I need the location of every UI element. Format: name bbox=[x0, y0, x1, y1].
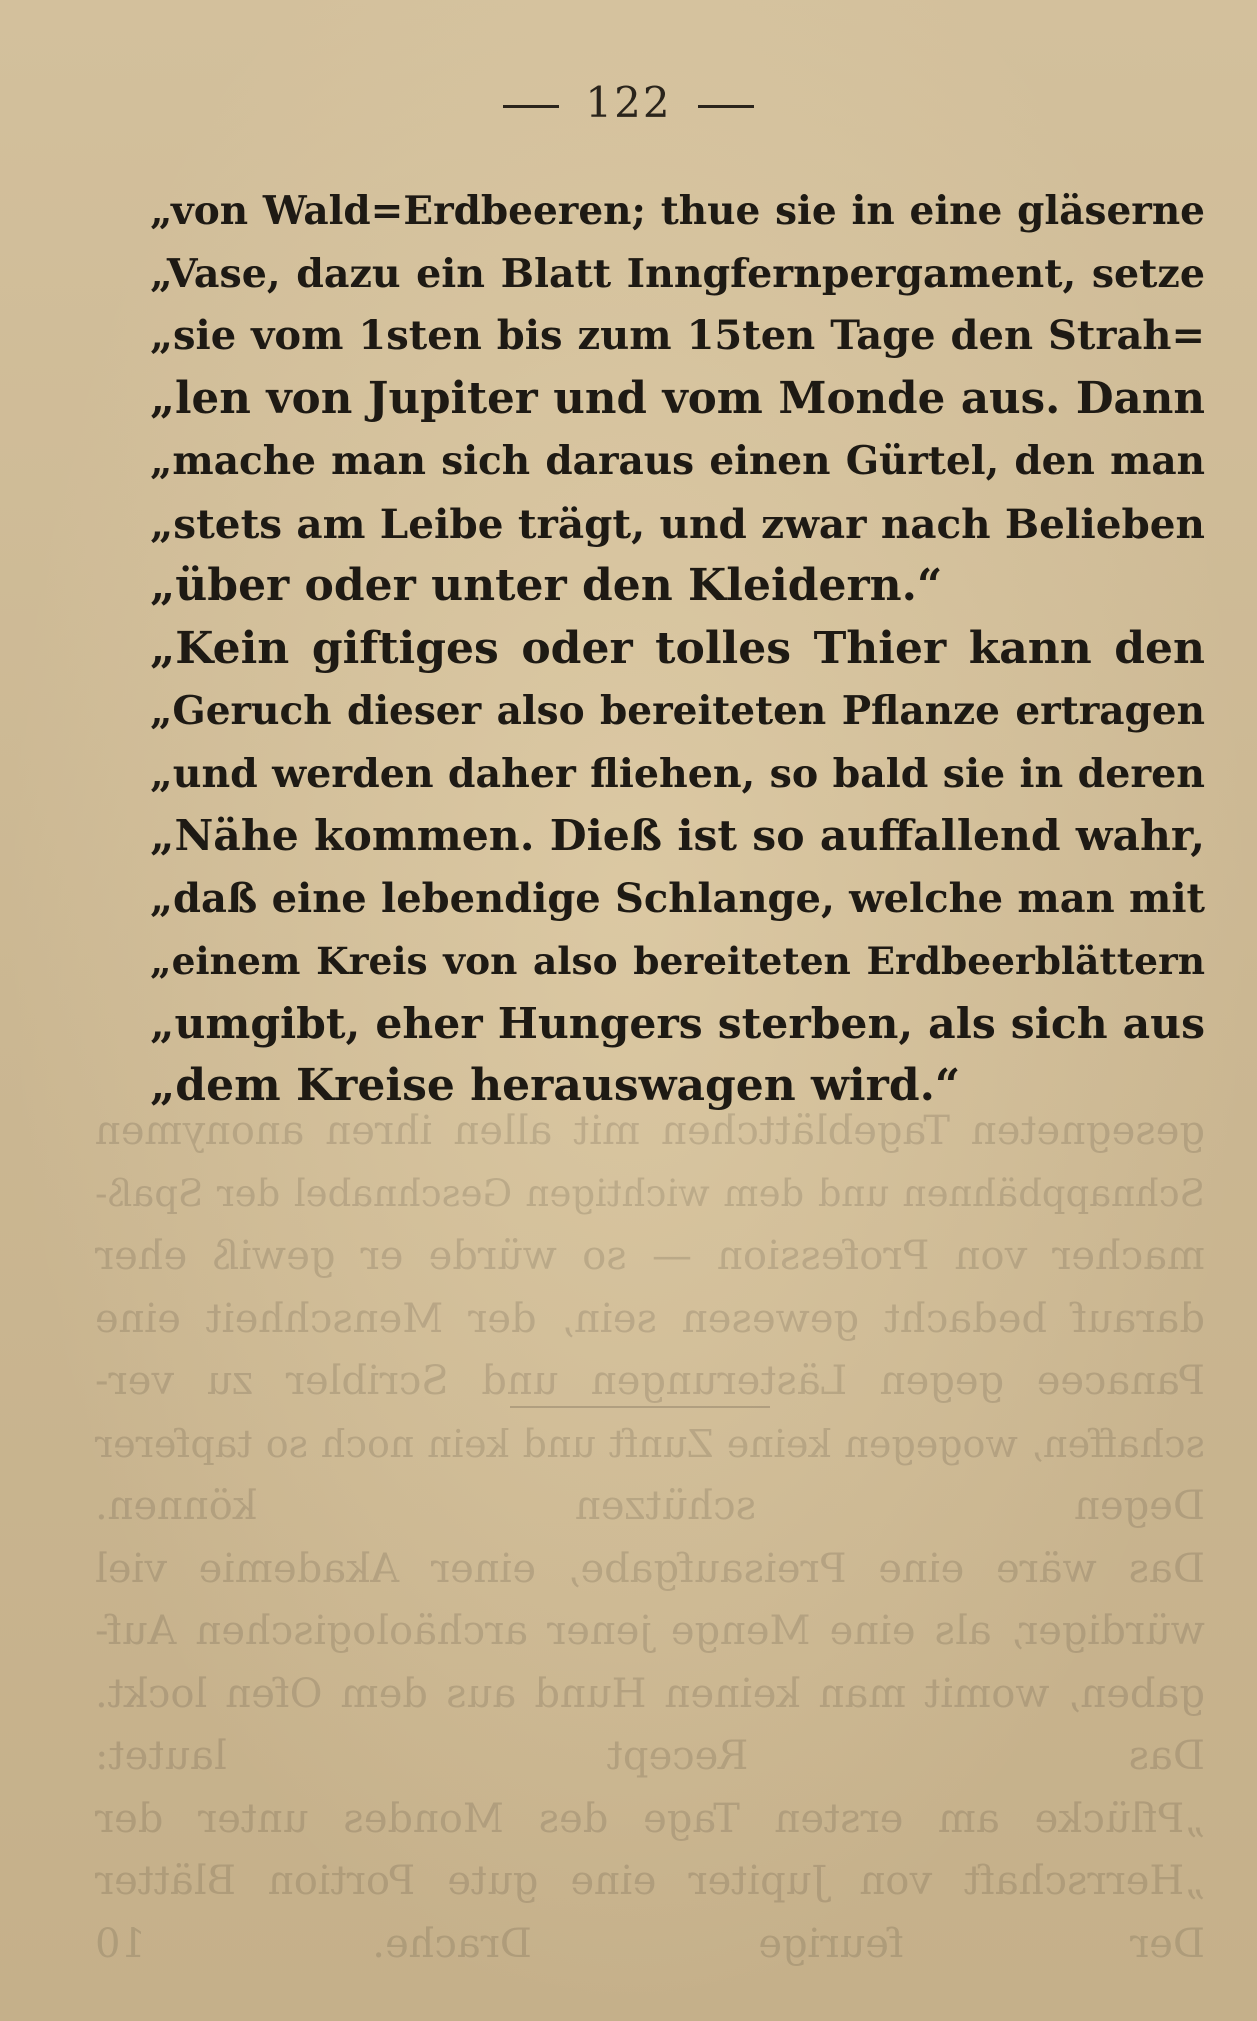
page-number bbox=[0, 78, 1257, 127]
page-number-value: 122 bbox=[585, 78, 672, 127]
text-line: „daß eine lebendige Schlange, welche man mit bbox=[150, 874, 1205, 922]
show-through-line: würdiger, als eine Menge jener archäologischen Auf- bbox=[95, 1608, 1205, 1654]
show-through-line: macher von Profession — so würde er gewiß eher bbox=[95, 1233, 1205, 1279]
text-line: „mache man sich daraus einen Gürtel, den man bbox=[150, 438, 1205, 484]
text-line: „sie vom 1sten bis zum 15ten Tage den Strah= bbox=[150, 312, 1205, 359]
text-line: „und werden daher fliehen, so bald sie in deren bbox=[150, 750, 1205, 797]
show-through-line: gesegneten Tageblättchen mit allen ihren anonymen bbox=[95, 1108, 1205, 1154]
page-number-dash-left bbox=[503, 105, 559, 108]
text-line: „Vase, dazu ein Blatt Inngfernpergament, setze bbox=[150, 250, 1205, 297]
show-through-line: Schnappbähnen und dem wichtigen Geschnabel der Spaß- bbox=[95, 1171, 1205, 1215]
show-through-line: Panacee gegen Lästerungen und Scribler zu ver- bbox=[95, 1358, 1205, 1404]
show-through-line: „Pflücke am ersten Tage des Mondes unter der bbox=[95, 1795, 1205, 1842]
show-through-line: Das Recept lautet: bbox=[95, 1733, 1205, 1779]
text-line: „von Wald=Erdbeeren; thue sie in eine gläserne bbox=[150, 188, 1205, 234]
show-through-line: Der feurige Drache. 10 bbox=[95, 1920, 1205, 1967]
text-line: „Nähe kommen. Dieß ist so auffallend wahr, bbox=[150, 811, 1205, 861]
text-line: „Kein giftiges oder tolles Thier kann den bbox=[150, 622, 1205, 674]
show-through-rule bbox=[510, 1406, 770, 1408]
text-line: „len von Jupiter und vom Monde aus. Dann bbox=[150, 372, 1205, 424]
body-text bbox=[150, 180, 1205, 1118]
text-line-paragraph-end: „über oder unter den Kleidern.“ bbox=[150, 560, 943, 611]
show-through-text bbox=[95, 1100, 1205, 1975]
page-number-dash-right bbox=[698, 105, 754, 108]
show-through-line: Degen schützen können. bbox=[95, 1483, 1205, 1529]
show-through-line: darauf bedacht gewesen sein, der Menschheit eine bbox=[95, 1295, 1205, 1342]
text-line-paragraph-end: „dem Kreise herauswagen wird.“ bbox=[150, 1060, 961, 1111]
text-line: „stets am Leibe trägt, und zwar nach Belieben bbox=[150, 499, 1205, 548]
show-through-line: gaben, womit man keinen Hund aus dem Ofen lockt. bbox=[95, 1670, 1205, 1717]
text-line: „einem Kreis von also bereiteten Erdbeerblättern bbox=[150, 939, 1205, 983]
show-through-line: „Herrschaft von Jupiter eine gute Portion Blätter bbox=[95, 1858, 1205, 1904]
text-line: „Geruch dieser also bereiteten Pflanze ertragen bbox=[150, 688, 1205, 734]
show-through-line: Das wäre eine Preisaufgabe, einer Akademie viel bbox=[95, 1545, 1205, 1592]
show-through-line: schaffen, wogegen keine Zunft und kein noch so tapferer bbox=[95, 1421, 1205, 1466]
text-line: „umgibt, eher Hungers sterben, als sich aus bbox=[150, 998, 1205, 1049]
